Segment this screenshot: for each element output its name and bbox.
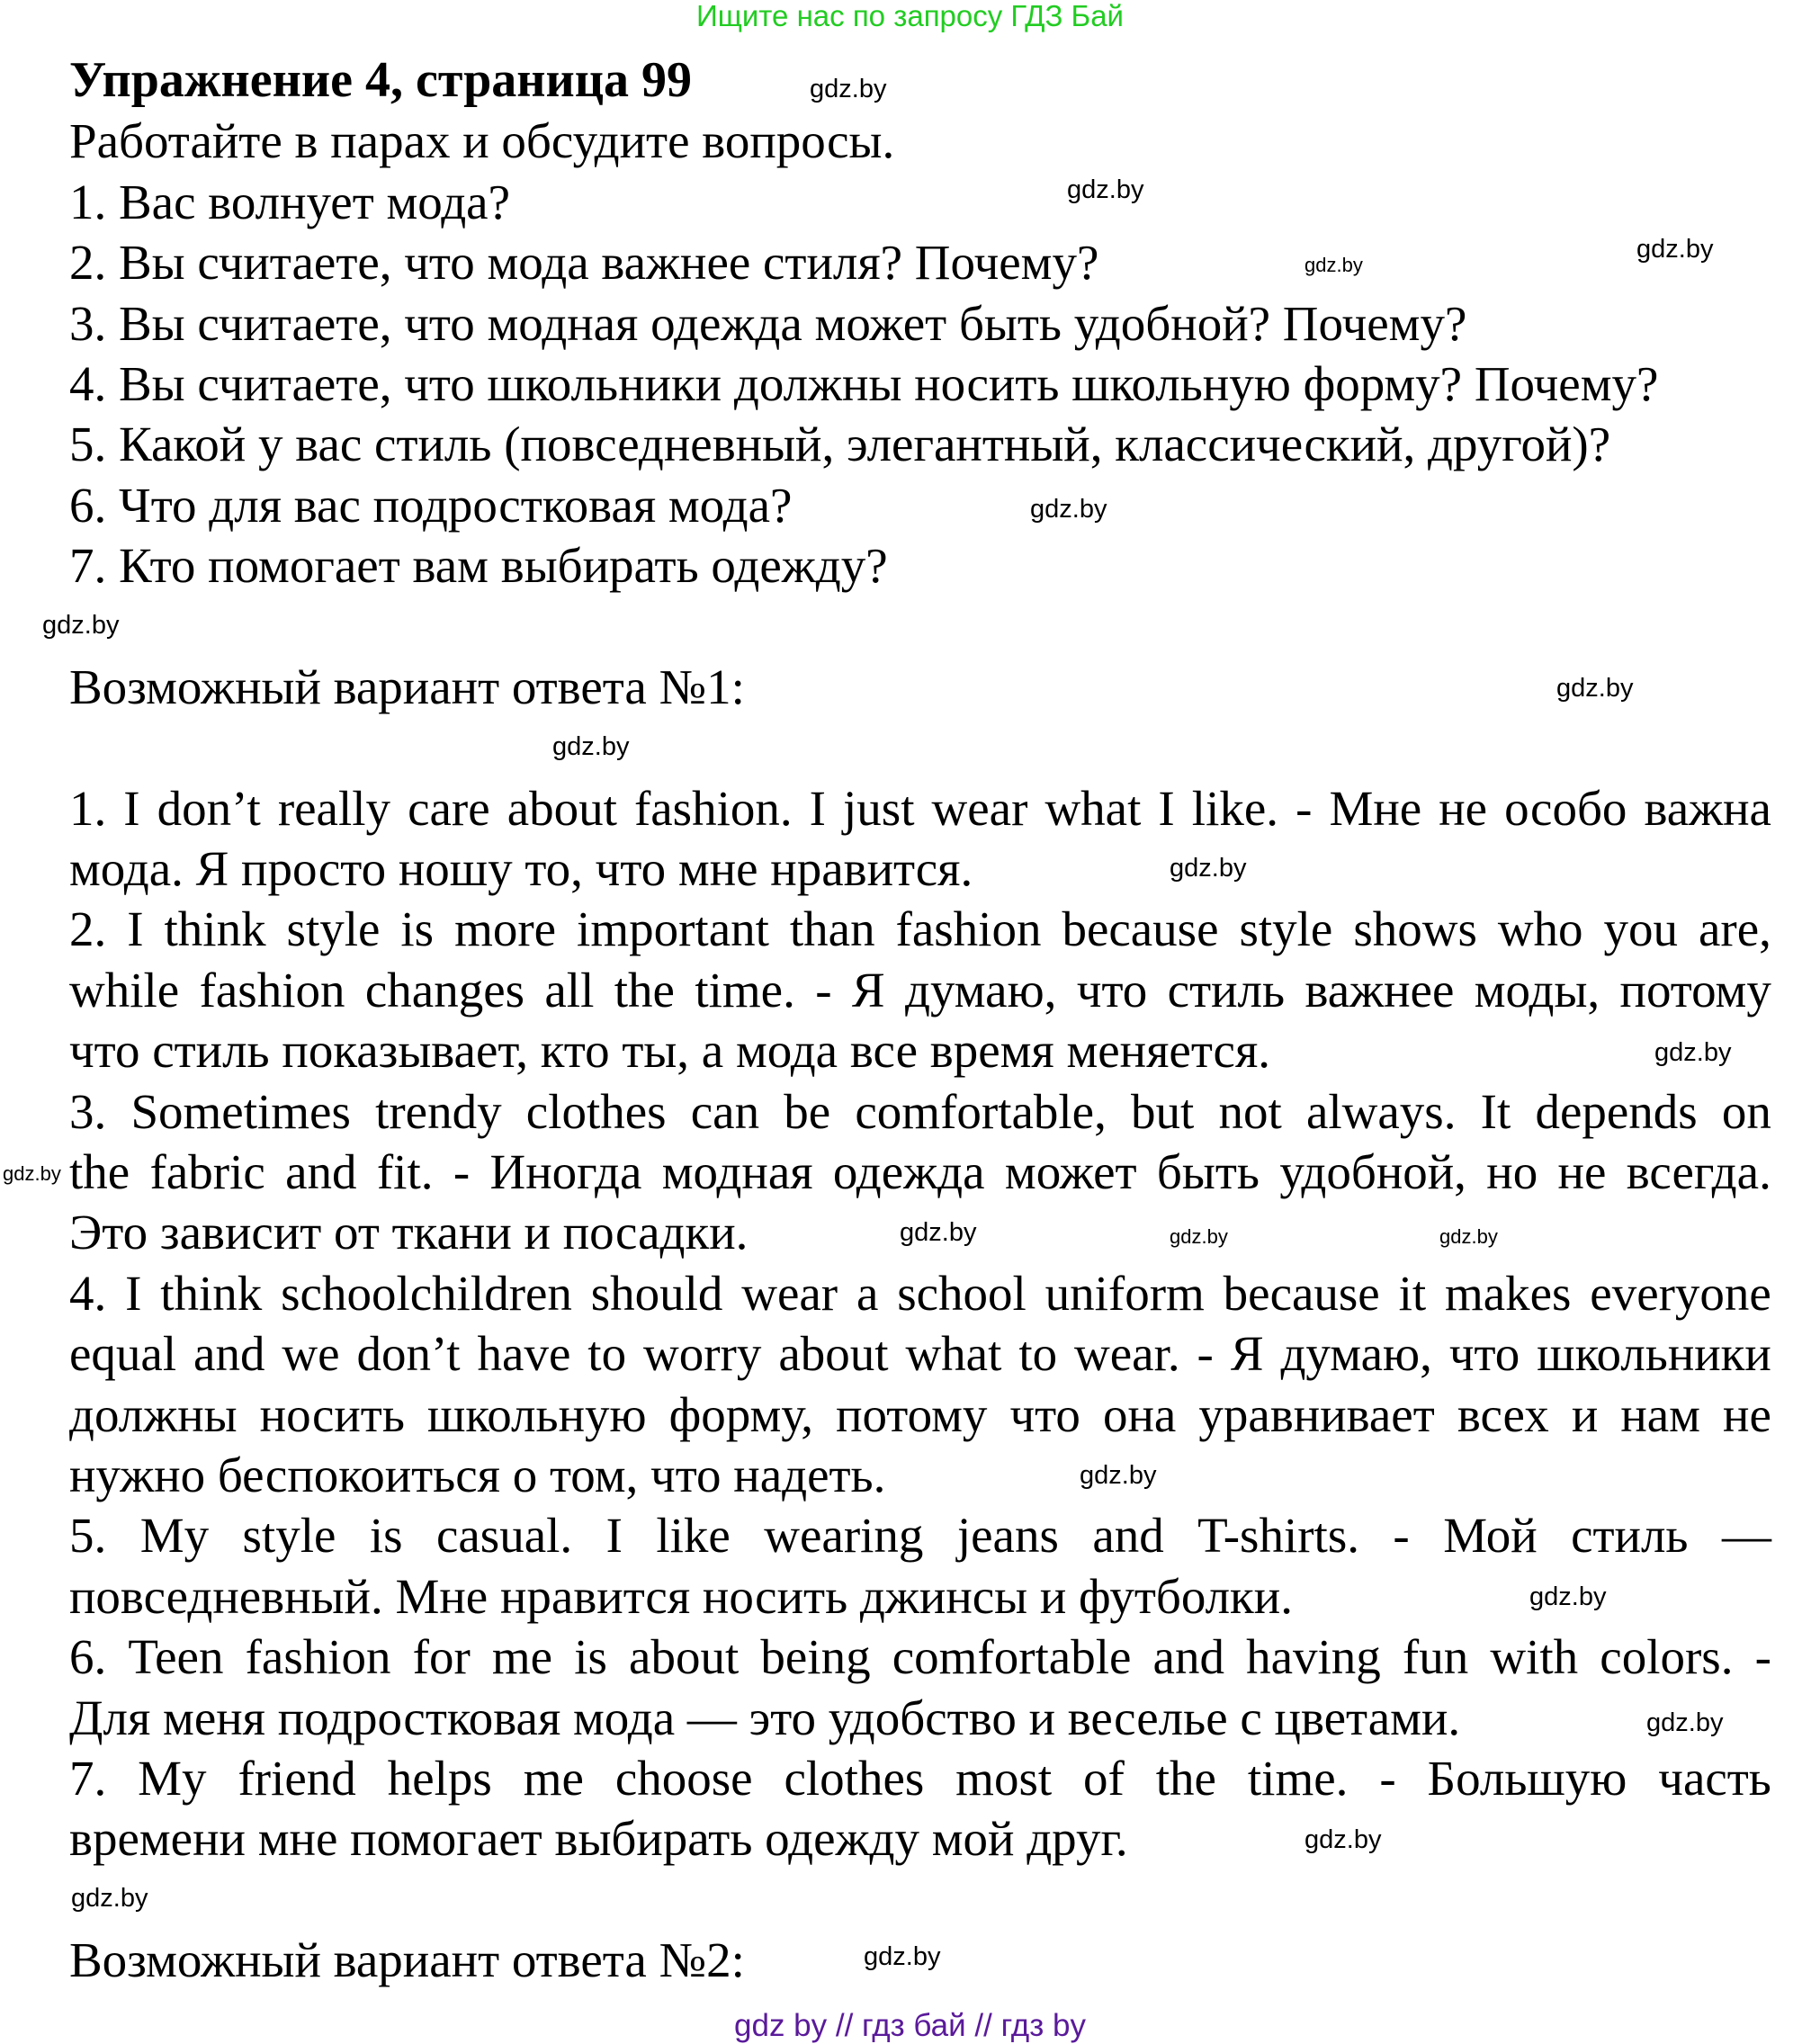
word: uniform (1044, 1265, 1205, 1321)
word: trendy (375, 1083, 502, 1139)
word: on (1721, 1083, 1771, 1139)
answer-line (69, 960, 1771, 1020)
word: what (1044, 780, 1142, 836)
word: and (1092, 1508, 1164, 1564)
word: clothes (525, 1083, 667, 1139)
watermark: gdz.by (71, 1884, 148, 1913)
word: changes (364, 962, 525, 1018)
word: like. (1191, 780, 1279, 836)
word: важна (1644, 780, 1771, 836)
word: 6. (69, 1629, 107, 1685)
word: - (1296, 780, 1313, 836)
answer2-heading: Возможный вариант ответа №2: (69, 1932, 745, 1988)
word: wearing (764, 1508, 924, 1564)
word: что (1448, 1326, 1520, 1382)
answer-line: времени мне помогает выбирать одежду мой друг. (69, 1811, 1128, 1867)
word: is (400, 901, 435, 957)
watermark: gdz.by (810, 75, 887, 103)
word: что (1009, 1386, 1080, 1442)
word: - (1754, 1629, 1771, 1685)
word: I (123, 780, 140, 836)
answer-line (69, 1385, 1771, 1445)
word: and (1152, 1629, 1224, 1685)
word: of (1083, 1750, 1125, 1806)
question-item: 1. Вас волнует мода? (69, 174, 511, 229)
word: fashion (245, 1629, 391, 1685)
answer-line (69, 1505, 1771, 1565)
word: Я (1230, 1326, 1264, 1382)
word: style (242, 1508, 336, 1564)
word: fit. (376, 1144, 434, 1200)
word: не (1439, 780, 1488, 836)
word: the (69, 1144, 130, 1200)
word: 4. (69, 1265, 107, 1321)
answer-line (69, 1263, 1771, 1323)
word: 7. (69, 1750, 107, 1806)
word: Я (851, 962, 885, 1018)
word: Sometimes (130, 1083, 351, 1139)
answer-line (69, 1081, 1771, 1142)
word: My (139, 1508, 210, 1564)
answer-line (69, 1627, 1771, 1687)
answer-line: мода. Я просто ношу то, что мне нравится. (69, 841, 973, 897)
answer-line: Для меня подростковая мода — это удобство и веселье с цветами. (69, 1690, 1461, 1745)
word: we (282, 1326, 340, 1382)
document-body (69, 50, 1771, 1991)
watermark: gdz.by (900, 1218, 977, 1247)
word: time. (1247, 1750, 1349, 1806)
word: Иногда (489, 1144, 642, 1200)
word: about (629, 1629, 740, 1685)
word: школьники (1537, 1326, 1771, 1382)
word: like (656, 1508, 731, 1564)
word: not (1218, 1083, 1282, 1139)
word: 3. (69, 1083, 107, 1139)
question-item: 3. Вы считаете, что модная одежда может быть удобной? Почему? (69, 295, 1467, 351)
word: I (605, 1508, 623, 1564)
word: - (815, 962, 832, 1018)
word: it (1398, 1265, 1427, 1321)
word: - (453, 1144, 471, 1200)
word: fashion. (633, 780, 793, 836)
question-item: 6. Что для вас подростковая мода? (69, 477, 793, 533)
word: are, (1699, 901, 1771, 957)
watermark: gdz.by (1556, 674, 1634, 703)
word: me (523, 1750, 584, 1806)
word: может (1004, 1144, 1137, 1200)
word: clothes (784, 1750, 925, 1806)
answer-line (69, 899, 1771, 959)
word: who (1497, 901, 1583, 957)
word: equal (69, 1326, 177, 1382)
word: time. (695, 962, 795, 1018)
word: но (1486, 1144, 1538, 1200)
word: being (760, 1629, 871, 1685)
word: choose (614, 1750, 753, 1806)
word: важнее (1304, 962, 1455, 1018)
word: уравнивает (1198, 1386, 1435, 1442)
word: care (408, 780, 490, 836)
word: but (1131, 1083, 1195, 1139)
word: 2. (69, 901, 107, 957)
word: - (1379, 1750, 1396, 1806)
word: I (1158, 780, 1175, 836)
answer-line: нужно беспокоиться о том, что надеть. (69, 1447, 886, 1502)
word: не (1557, 1144, 1607, 1200)
question-item: 7. Кто помогает вам выбирать одежду? (69, 538, 888, 594)
word: удобной, (1279, 1144, 1466, 1200)
word: just (843, 780, 915, 836)
word: Большую (1427, 1750, 1627, 1806)
word: have (477, 1326, 571, 1382)
word: schoolchildren (281, 1265, 572, 1321)
word: style (1239, 901, 1333, 957)
word: школьную (427, 1386, 647, 1442)
word: is (369, 1508, 403, 1564)
word: особо (1504, 780, 1627, 836)
instruction: Работайте в парах и обсудите вопросы. (69, 113, 895, 169)
word: depends (1535, 1083, 1698, 1139)
answer-line: Это зависит от ткани и посадки. (69, 1205, 749, 1260)
word: than (789, 901, 875, 957)
word: носить (259, 1386, 405, 1442)
word: most (955, 1750, 1053, 1806)
word: having (1246, 1629, 1381, 1685)
word: одежда (832, 1144, 985, 1200)
word: думаю, (904, 962, 1057, 1018)
word: about (507, 780, 617, 836)
word: форму, (668, 1386, 814, 1442)
watermark: gdz.by (1170, 1225, 1228, 1248)
watermark: gdz.by (1529, 1582, 1607, 1611)
search-banner: Ищите нас по запросу ГДЗ Бай (696, 0, 1124, 32)
answer-line (69, 1323, 1771, 1384)
word: fabric (149, 1144, 265, 1200)
word: the (614, 962, 675, 1018)
word: makes (1444, 1265, 1572, 1321)
word: important (577, 901, 769, 957)
word: to (1018, 1326, 1058, 1382)
watermark: gdz.by (1170, 854, 1247, 883)
word: — (1721, 1508, 1771, 1564)
watermark: gdz.by (1030, 495, 1107, 524)
word: don’t (157, 780, 261, 836)
word: должны (69, 1386, 238, 1442)
word: и (1571, 1386, 1599, 1442)
watermark: gdz.by (1080, 1461, 1157, 1490)
answer-line (69, 1142, 1771, 1202)
word: быть (1156, 1144, 1260, 1200)
word: fun (1402, 1629, 1469, 1685)
watermark: gdz.by (1067, 175, 1144, 204)
watermark: gdz.by (552, 732, 630, 761)
watermark: gdz.by (42, 611, 120, 640)
question-item: 5. Какой у вас стиль (повседневный, элегантный, классический, другой)? (69, 417, 1611, 472)
word: always. (1305, 1083, 1457, 1139)
word: and (285, 1144, 357, 1200)
question-item: 2. Вы считаете, что мода важнее стиля? Почему? (69, 235, 1099, 291)
word: It (1480, 1083, 1511, 1139)
word: Teen (128, 1629, 224, 1685)
answer1-list (69, 778, 1771, 1869)
footer-links: gdz by // гдз бай // гдз by (734, 2008, 1086, 2043)
word: be (784, 1083, 831, 1139)
word: and (193, 1326, 265, 1382)
word: a (856, 1265, 879, 1321)
word: I (127, 901, 144, 957)
word: think (160, 1265, 263, 1321)
answer-line: повседневный. Мне нравится носить джинсы и футболки. (69, 1568, 1293, 1624)
word: all (544, 962, 595, 1018)
word: can (690, 1083, 760, 1139)
word: wear (741, 1265, 838, 1321)
word: I (125, 1265, 142, 1321)
word: модная (661, 1144, 813, 1200)
word: думаю, (1280, 1326, 1432, 1382)
word: нам (1620, 1386, 1700, 1442)
word: casual. (435, 1508, 573, 1564)
word: wear. (1074, 1326, 1180, 1382)
word: fashion (895, 901, 1042, 957)
word: стиль (1167, 962, 1286, 1018)
word: should (590, 1265, 723, 1321)
word: with (1490, 1629, 1579, 1685)
word: часть (1658, 1750, 1771, 1806)
watermark: gdz.by (1636, 235, 1714, 264)
word: because (1062, 901, 1219, 957)
word: - (1197, 1326, 1214, 1382)
word: comfortable (892, 1629, 1132, 1685)
word: потому (836, 1386, 988, 1442)
word: while (69, 962, 180, 1018)
word: the (1155, 1750, 1216, 1806)
word: me (491, 1629, 553, 1685)
word: wear (931, 780, 1028, 836)
word: what (905, 1326, 1002, 1382)
word: - (1393, 1508, 1410, 1564)
answer1-heading: Возможный вариант ответа №1: (69, 659, 745, 714)
word: everyone (1590, 1265, 1771, 1321)
word: to (587, 1326, 627, 1382)
word: helps (387, 1750, 492, 1806)
word: 5. (69, 1508, 107, 1564)
word: стиль (1571, 1508, 1689, 1564)
word: friend (238, 1750, 356, 1806)
page-title: Упражнение 4, страница 99 (69, 52, 693, 108)
word: comfortable, (855, 1083, 1107, 1139)
word: Мой (1443, 1508, 1538, 1564)
word: school (897, 1265, 1027, 1321)
word: more (454, 901, 557, 957)
word: My (138, 1750, 207, 1806)
word: что (1076, 962, 1148, 1018)
word: about (778, 1326, 889, 1382)
answer-line (69, 778, 1771, 838)
watermark: gdz.by (1304, 254, 1363, 276)
word: colors. (1600, 1629, 1734, 1685)
question-item: 4. Вы считаете, что школьники должны носить школьную форму? Почему? (69, 355, 1659, 411)
watermark: gdz.by (1646, 1708, 1724, 1737)
word: fashion (199, 962, 345, 1018)
word: I (809, 780, 826, 836)
word: jeans (956, 1508, 1059, 1564)
word: is (574, 1629, 607, 1685)
watermark: gdz.by (1304, 1825, 1382, 1854)
word: worry (643, 1326, 762, 1382)
watermark: gdz.by (3, 1162, 61, 1185)
word: shows (1353, 901, 1477, 957)
word: don’t (356, 1326, 461, 1382)
word: не (1723, 1386, 1771, 1442)
word: всегда. (1626, 1144, 1771, 1200)
word: Мне (1329, 780, 1422, 836)
word: really (277, 780, 391, 836)
word: T-shirts. (1197, 1508, 1359, 1564)
watermark: gdz.by (1654, 1038, 1732, 1067)
watermark: gdz.by (864, 1942, 941, 1971)
answer-line: что стиль показывает, кто ты, а мода все время меняется. (69, 1023, 1270, 1079)
word: think (164, 901, 266, 957)
word: потому (1619, 962, 1771, 1018)
question-list (69, 172, 1771, 596)
word: всех (1457, 1386, 1549, 1442)
word: моды, (1474, 962, 1600, 1018)
word: because (1223, 1265, 1380, 1321)
word: она (1102, 1386, 1177, 1442)
word: style (286, 901, 381, 957)
answer-line (69, 1748, 1771, 1808)
watermark: gdz.by (1439, 1225, 1498, 1248)
word: for (412, 1629, 471, 1685)
word: you (1603, 901, 1679, 957)
word: 1. (69, 780, 107, 836)
